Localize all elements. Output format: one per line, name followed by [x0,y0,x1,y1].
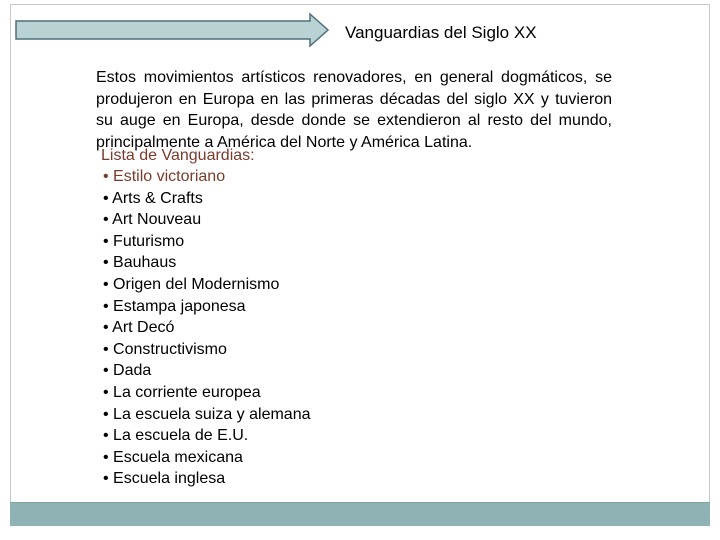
list-item: • La escuela suiza y alemana [103,405,311,423]
list-item: • Futurismo [103,232,185,250]
list-heading: Lista de Vanguardias: [101,147,255,164]
list-item: • Dada [103,362,152,380]
footer-bar [10,502,710,526]
list-item: • La escuela de E.U. [103,427,249,445]
list-item: • Estilo victoriano [103,168,226,185]
list-item: • Origen del Modernismo [103,275,280,293]
list-item: • La corriente europea [103,383,261,401]
list-item: • Art Decó [103,319,175,337]
list-item: • Escuela inglesa [103,470,226,488]
list-item: • Arts & Crafts [103,189,203,207]
list-item: • Art Nouveau [103,211,202,229]
page-title: Vanguardias del Siglo XX [345,23,537,42]
vanguard-list [103,166,311,490]
arrow-right-icon [14,12,330,48]
list-item: • Bauhaus [103,254,177,272]
intro-paragraph: Estos movimientos artísticos renovadores, en general dogmáticos, se produjeron en Europa en las primeras décadas del siglo XX y tuvieron su auge en Europa, desde donde se extendieron al resto del mundo, principalmente a América del Norte y América Latina. [96,69,612,151]
list-item: • Constructivismo [103,340,227,358]
list-item: • Escuela mexicana [103,448,243,466]
list-item: • Estampa japonesa [103,297,246,315]
